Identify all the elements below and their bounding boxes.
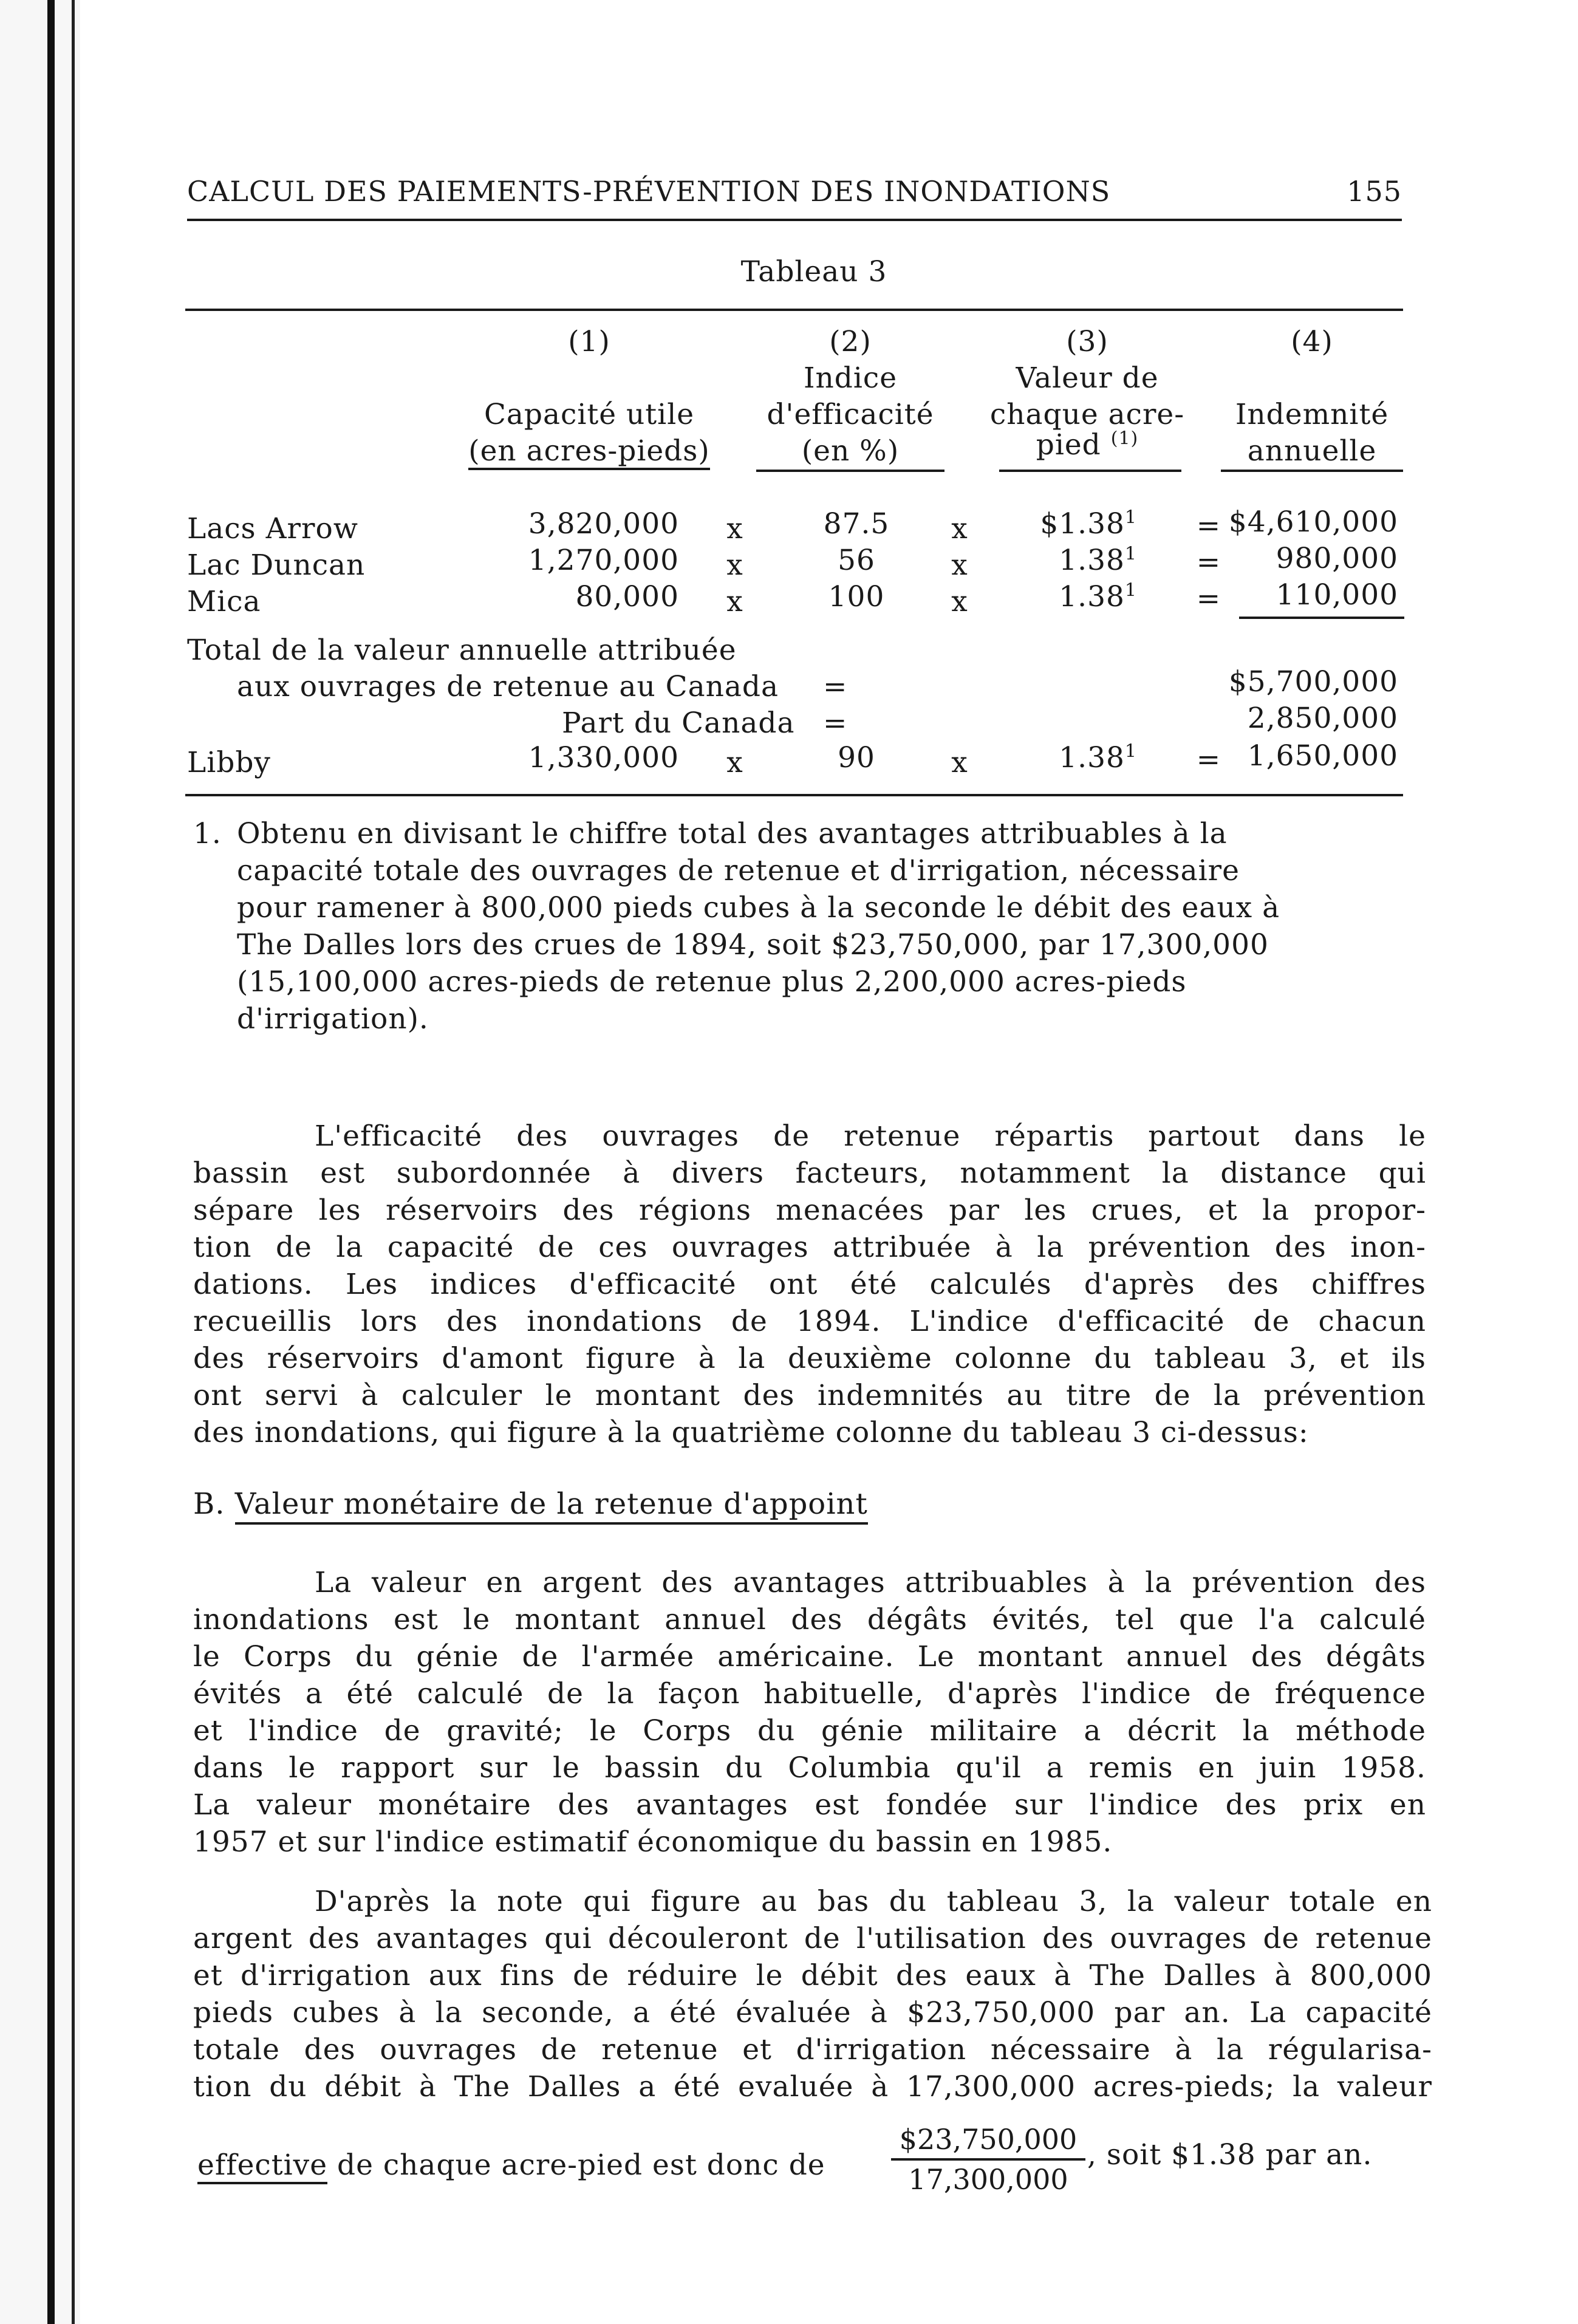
fraction-denominator: 17,300,000 (908, 2163, 1068, 2196)
multiply-sign: x (951, 746, 968, 779)
share-label: Part du Canada (562, 706, 795, 740)
header-rule (187, 219, 1402, 221)
section-heading (193, 1487, 868, 1521)
row-label: Libby (187, 746, 271, 779)
multiply-sign: x (726, 585, 743, 618)
body-paragraph: La valeur en argent des avantages attribuables à la prévention des inondations est le montant annuel des dégâts évités, tel que l'a calculé le Corps du génie de l'armée américaine. Le montant annuel des dégâts évités a été calculé de la façon habituelle, d'après l'indice de fréquence et l'indice de gravité; le Corps du génie militaire a décrit la méthode dans le rapport sur le bassin du Columbia qu'il a remis en juin 1958. La valeur monétaire des avantages est fondée sur l'indice des prix en 1957 et sur l'indice estimatif économique du bassin en 1985. (193, 1566, 1426, 1859)
multiply-sign: x (726, 746, 743, 779)
equals-sign: = (1196, 509, 1221, 542)
multiply-sign: x (951, 512, 968, 545)
equals-sign: = (1196, 545, 1221, 579)
capacity-cell: 1,330,000 (528, 741, 679, 774)
row-label: Lac Duncan (187, 549, 366, 582)
page-number: 155 (1347, 175, 1402, 208)
col4-number: (4) (1291, 325, 1333, 358)
multiply-sign: x (726, 549, 743, 582)
share-value: 2,850,000 (1247, 702, 1398, 735)
col4-rule (1221, 470, 1403, 472)
row-label: Lacs Arrow (187, 512, 359, 545)
capacity-cell: 3,820,000 (528, 507, 679, 541)
table-top-rule (185, 309, 1403, 311)
row-label: Mica (187, 585, 261, 618)
emphasized-word: effective (197, 2148, 327, 2184)
indemnity-cell: 1,650,000 (1247, 739, 1398, 773)
col2-number: (2) (829, 325, 872, 358)
total-label-2: aux ouvrages de retenue au Canada (237, 670, 779, 703)
col2-label-2: d'efficacité (767, 398, 934, 431)
index-cell: 100 (828, 580, 885, 613)
col4-label-1: Indemnité (1235, 398, 1389, 431)
total-label-1: Total de la valeur annuelle attribuée (187, 634, 737, 667)
closing-line-end: , soit $1.38 par an. (1087, 2138, 1373, 2172)
col3-label-3: pied $^{(1)}$ (1036, 428, 1139, 462)
col3-label-1: Valeur de (1016, 361, 1159, 395)
equals-sign: = (1196, 582, 1221, 615)
multiply-sign: x (726, 512, 743, 545)
col3-number: (3) (1066, 325, 1108, 358)
body-paragraph: L'efficacité des ouvrages de retenue répartis partout dans le bassin est subordonnée à divers facteurs, notamment la distance qui sépare les réservoirs des régions menacées par les crues, et la propor- tion de la capacité de ces ouvrages attribuée à la prévention des inon- dations. Les indices d'efficacité ont été calculés d'après des chiffres recueillis lors des inondations de 1894. L'indice d'efficacité de chacun des réservoirs d'amont figure à la deuxième colonne du tableau 3, et ils ont servi à calculer le montant des indemnités au titre de la prévention des inondations, qui figure à la quatrième colonne du tableau 3 ci-dessus: (193, 1119, 1426, 1449)
capacity-cell: 1,270,000 (528, 544, 679, 577)
table-caption: Tableau 3 (740, 255, 887, 289)
equals-sign: = (1196, 743, 1221, 776)
col1-number: (1) (568, 325, 610, 358)
section-letter: B. (193, 1487, 225, 1521)
multiply-sign: x (951, 585, 968, 618)
col2-label-1: Indice (803, 361, 898, 395)
value-cell: 1.38$^1$ (1059, 543, 1137, 577)
footnote-marker: 1. (193, 817, 222, 850)
footnote-ref: (1) (1110, 428, 1139, 449)
running-head-title: CALCUL DES PAIEMENTS-PRÉVENTION DES INONDATIONS (187, 175, 1111, 208)
body-paragraph: D'après la note qui figure au bas du tableau 3, la valeur totale en argent des avantages qui découleront de l'utilisation des ouvrages de retenue et d'irrigation aux fins de réduire le débit des eaux à The Dalles à 800,000 pieds cubes à la seconde, a été évaluée à $23,750,000 par an. La capacité totale des ouvrages de retenue et d'irrigation nécessaire à la régularisa- tion du débit à The Dalles a été evaluée à 17,300,000 acres-pieds; la valeur (193, 1885, 1432, 2104)
indemnity-cell: 980,000 (1276, 542, 1398, 575)
col2-rule (756, 470, 944, 472)
section-title: Valeur monétaire de la retenue d'appoint (235, 1487, 868, 1525)
fraction (891, 2123, 1085, 2196)
indemnity-cell: 110,000 (1276, 578, 1398, 612)
indemnity-cell: $4,610,000 (1228, 505, 1398, 539)
col3-label-2: chaque acre- (989, 398, 1185, 431)
value-cell: $1.38$^1$ (1040, 507, 1137, 541)
footnote-text: Obtenu en divisant le chiffre total des avantages attribuables à la capacité totale des ouvrages de retenue et d'irrigation, nécessaire pour ramener à 800,000 pieds cubes à la seconde le débit des eaux à The Dalles lors des crues de 1894, soit $23,750,000, par 17,300,000 (15,100,000 acres-pieds de retenue plus 2,200,000 acres-pieds d'irrigation). (237, 817, 1280, 1036)
col3-rule (999, 470, 1181, 472)
sum-rule (1239, 617, 1404, 619)
equals-sign: = (823, 706, 848, 740)
col4-label-2: annuelle (1247, 434, 1377, 468)
multiply-sign: x (951, 549, 968, 582)
capacity-cell: 80,000 (575, 580, 679, 613)
closing-line-start: effective de chaque acre-pied est donc de (197, 2148, 825, 2182)
col2-unit: (en %) (801, 434, 900, 468)
fraction-numerator: $23,750,000 (891, 2123, 1085, 2161)
col1-unit: (en acres-pieds) (449, 434, 729, 468)
col1-label: Capacité utile (483, 398, 695, 431)
value-cell: 1.38$^1$ (1059, 740, 1137, 774)
equals-sign: = (823, 670, 848, 703)
total-value: $5,700,000 (1228, 665, 1398, 699)
table-bottom-rule (185, 794, 1403, 796)
index-cell: 87.5 (823, 507, 890, 541)
value-cell: 1.38$^1$ (1059, 579, 1137, 613)
index-cell: 56 (838, 544, 875, 577)
index-cell: 90 (838, 741, 875, 774)
running-head (187, 175, 1402, 208)
